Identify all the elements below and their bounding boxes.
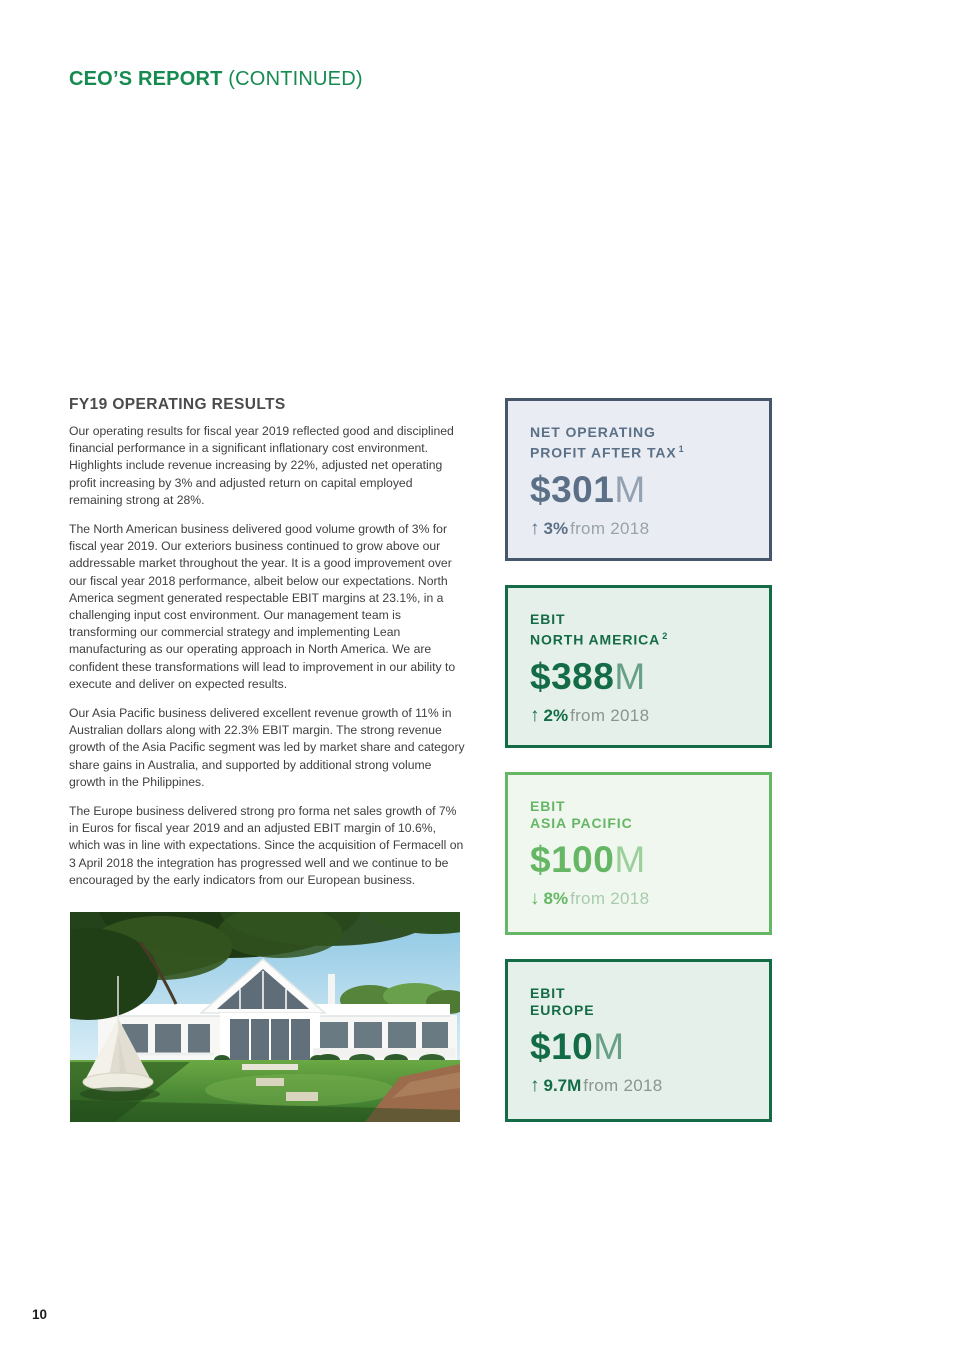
section-heading: FY19 OPERATING RESULTS (69, 396, 286, 413)
change-value: 2% (543, 705, 569, 725)
stat-unit: M (593, 1026, 625, 1067)
arrow-up-icon: ↑ (530, 704, 540, 726)
stat-value: $388 (530, 655, 615, 697)
stat-card-ebit-north-america (505, 585, 772, 748)
stat-value: $301 (530, 468, 615, 510)
stat-card-net-operating-profit (505, 398, 772, 561)
change-value: 3% (543, 518, 569, 538)
stat-card-ebit-asia-pacific (505, 772, 772, 935)
paragraph-europe: The Europe business delivered strong pro forma net sales growth of 7% in Euros for fiscal year 2019 and an adjusted EBIT margin of 10.6%, which was in line with expectations. Since the acquisition of Fermacell on 3 April 2018 the integration has progressed well and we continue to be encouraged by the early indicators from our European business. (69, 804, 464, 887)
footnote-marker: 1 (678, 444, 684, 454)
house-photo-illustration (70, 912, 460, 1122)
stat-unit: M (614, 655, 646, 697)
stat-unit: M (614, 839, 646, 880)
house-photo (70, 912, 460, 1122)
change-suffix: from 2018 (570, 889, 650, 908)
stat-value: $100 (530, 839, 615, 880)
change-suffix: from 2018 (570, 705, 650, 725)
page-title-suffix: (CONTINUED) (222, 68, 363, 90)
stat-title-line1: EBIT (530, 798, 566, 814)
page-title-main: CEO’S REPORT (69, 68, 223, 90)
stat-card-change (530, 518, 751, 540)
stat-title-line2: NORTH AMERICA (530, 631, 661, 648)
stat-title-line1: EBIT (530, 985, 566, 1001)
paragraph-asia-pacific: Our Asia Pacific business delivered excellent revenue growth of 11% in Australian dollars along with 22.3% EBIT margin. The strong revenue growth of the Asia Pacific segment was led by market share and category share gains in Australia, and supported by additional strong volume growth in the Philippines. (69, 706, 465, 789)
stat-card-title (530, 611, 751, 649)
page-title (69, 68, 363, 91)
stat-title-line2: ASIA PACIFIC (530, 815, 633, 831)
stat-title-line2: PROFIT AFTER TAX (530, 444, 677, 461)
paragraph-north-america: The North American business delivered good volume growth of 3% for fiscal year 2019. Our exteriors business continued to grow above our addressable market throughout the year. It is a good improvement over our fiscal year 2018 performance, albeit below our expectations. North America segment generated respectable EBIT margins at 23.1%, in a challenging input cost environment. Our management team is transforming our commercial strategy and implementing Lean manufacturing as our operating approach in North America. We are confident these transformations will lead to improvement in our ability to execute and deliver on expected results. (69, 522, 456, 691)
stat-card-value (530, 657, 751, 697)
arrow-up-icon: ↑ (530, 1075, 540, 1096)
stat-card-value (530, 840, 751, 880)
footnote-marker: 2 (662, 631, 668, 641)
stat-card-value (530, 470, 751, 510)
stat-card-title (530, 798, 751, 832)
stat-card-change (530, 705, 751, 727)
stat-title-line1: NET OPERATING (530, 424, 656, 440)
stat-card-value (530, 1027, 751, 1067)
change-suffix: from 2018 (583, 1076, 663, 1095)
stat-card-title (530, 424, 751, 462)
stat-cards-column (505, 398, 772, 1122)
stat-card-ebit-europe (505, 959, 772, 1122)
page-number: 10 (32, 1307, 48, 1322)
operating-results-section (69, 396, 467, 901)
arrow-up-icon: ↑ (530, 517, 540, 539)
stat-card-title (530, 985, 751, 1019)
change-suffix: from 2018 (570, 518, 650, 538)
change-value: 8% (543, 889, 569, 908)
arrow-down-icon: ↓ (530, 888, 540, 909)
paragraph-overview: Our operating results for fiscal year 2019 reflected good and disciplined financial performance in a significant inflationary cost environment. Highlights include revenue increasing by 22%, adjusted net operating profit increasing by 3% and adjusted return on capital employed remaining strong at 28%. (69, 424, 454, 507)
stat-card-change (530, 1075, 751, 1097)
change-value: 9.7M (543, 1076, 582, 1095)
stat-card-change (530, 888, 751, 910)
stat-unit: M (614, 468, 646, 510)
stat-title-line2: EUROPE (530, 1002, 595, 1018)
stat-value: $10 (530, 1026, 594, 1067)
stat-title-line1: EBIT (530, 611, 566, 627)
